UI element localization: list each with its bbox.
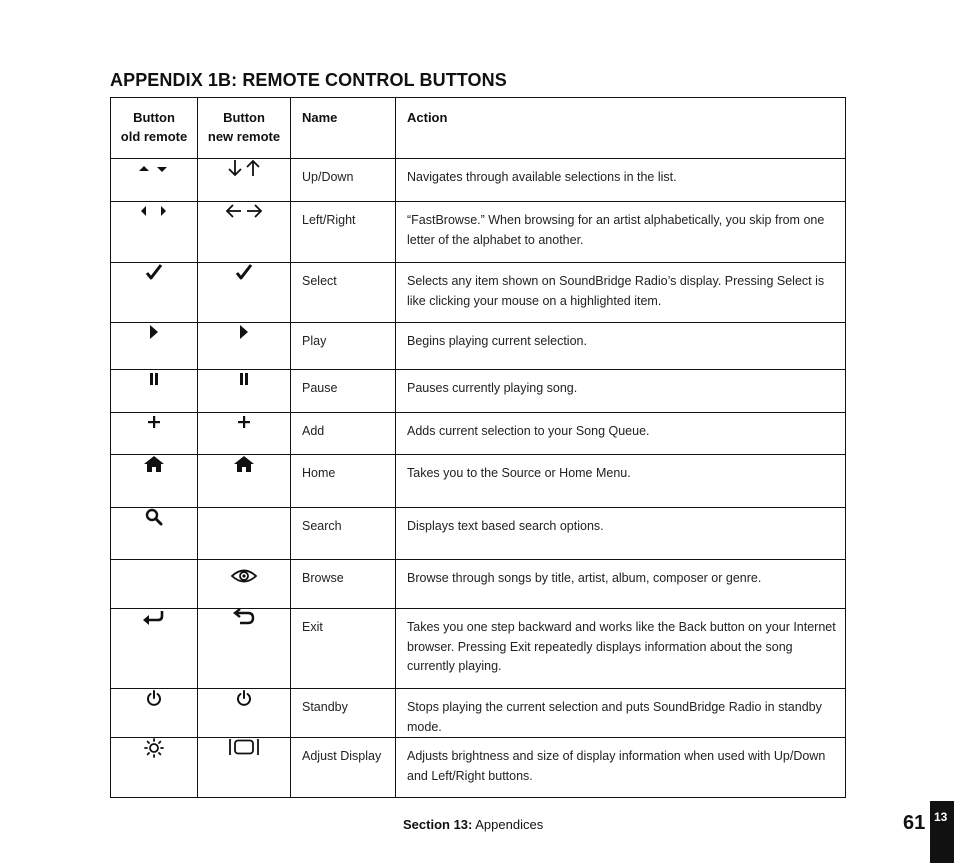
new-remote-cell — [198, 202, 291, 263]
table-row — [111, 455, 846, 508]
row-action: Adds current selection to your Song Queue. — [396, 413, 846, 455]
search-icon — [145, 508, 163, 526]
table-row — [111, 560, 846, 609]
new-remote-cell — [198, 738, 291, 798]
old-remote-cell — [111, 413, 198, 455]
row-name: Home — [291, 455, 396, 508]
table-row — [111, 202, 846, 263]
left-right-arrows-icon — [225, 203, 263, 219]
header-name: Name — [291, 98, 396, 159]
header-action: Action — [396, 98, 846, 159]
old-remote-cell — [111, 689, 198, 738]
new-remote-cell — [198, 560, 291, 609]
table-row — [111, 323, 846, 370]
eye-icon — [230, 568, 258, 584]
row-action: “FastBrowse.” When browsing for an artist alphabetically, you skip from one letter of the alphabet to another. — [396, 202, 846, 263]
row-action: Stops playing the current selection and puts SoundBridge Radio in standby mode. — [396, 689, 846, 738]
back-arrow-icon — [232, 609, 256, 627]
down-up-arrows-icon — [226, 159, 262, 177]
old-remote-cell — [111, 560, 198, 609]
row-action: Selects any item shown on SoundBridge Radio’s display. Pressing Select is like clicking your mouse on a highlighted item. — [396, 263, 846, 323]
pause-icon — [239, 373, 249, 385]
row-name: Up/Down — [291, 159, 396, 202]
table-header-row — [111, 98, 846, 159]
new-remote-cell — [198, 455, 291, 508]
row-action: Begins playing current selection. — [396, 323, 846, 370]
new-remote-cell — [198, 508, 291, 560]
footer-section-label: Section 13: — [403, 817, 473, 832]
row-name: Search — [291, 508, 396, 560]
up-down-triangles-icon — [137, 162, 171, 174]
power-icon — [146, 690, 162, 706]
row-name: Browse — [291, 560, 396, 609]
new-remote-cell — [198, 159, 291, 202]
checkmark-icon — [145, 263, 163, 281]
play-icon — [239, 325, 249, 339]
new-remote-cell — [198, 689, 291, 738]
row-action: Pauses currently playing song. — [396, 370, 846, 413]
row-name: Play — [291, 323, 396, 370]
plus-icon — [238, 416, 250, 428]
old-remote-cell — [111, 202, 198, 263]
table-row — [111, 159, 846, 202]
page-footer — [403, 817, 543, 832]
home-icon — [233, 455, 255, 473]
section-tab — [930, 801, 954, 863]
table-row — [111, 413, 846, 455]
row-action: Displays text based search options. — [396, 508, 846, 560]
page-number: 61 — [903, 812, 926, 834]
new-remote-cell — [198, 263, 291, 323]
table-row — [111, 609, 846, 689]
return-arrow-icon — [142, 609, 166, 627]
row-name: Select — [291, 263, 396, 323]
home-icon — [143, 455, 165, 473]
old-remote-cell — [111, 609, 198, 689]
new-remote-cell — [198, 609, 291, 689]
checkmark-icon — [235, 263, 253, 281]
display-size-icon — [228, 738, 260, 756]
footer-section-name: Appendices — [475, 817, 544, 832]
section-tab-number: 13 — [934, 810, 948, 824]
header-new-remote: Button new remote — [198, 98, 291, 159]
old-remote-cell — [111, 508, 198, 560]
power-icon — [236, 690, 252, 706]
row-action: Takes you one step backward and works like the Back button on your Internet browser. Pressing Exit repeatedly displays information about the song currently playing. — [396, 609, 846, 689]
play-icon — [149, 325, 159, 339]
old-remote-cell — [111, 738, 198, 798]
table-row — [111, 508, 846, 560]
brightness-icon — [144, 738, 164, 758]
old-remote-cell — [111, 370, 198, 413]
page-title: APPENDIX 1B: REMOTE CONTROL BUTTONS — [110, 70, 507, 90]
left-right-triangles-icon — [139, 204, 169, 218]
pause-icon — [149, 373, 159, 385]
old-remote-cell — [111, 455, 198, 508]
row-name: Exit — [291, 609, 396, 689]
row-name: Left/Right — [291, 202, 396, 263]
header-old-remote: Button old remote — [111, 98, 198, 159]
row-name: Pause — [291, 370, 396, 413]
old-remote-cell — [111, 159, 198, 202]
row-name: Standby — [291, 689, 396, 738]
remote-buttons-table — [110, 97, 846, 798]
row-action: Browse through songs by title, artist, album, composer or genre. — [396, 560, 846, 609]
row-action: Takes you to the Source or Home Menu. — [396, 455, 846, 508]
table-row — [111, 689, 846, 738]
table-row — [111, 263, 846, 323]
old-remote-cell — [111, 323, 198, 370]
table-row — [111, 370, 846, 413]
old-remote-cell — [111, 263, 198, 323]
new-remote-cell — [198, 413, 291, 455]
row-action: Adjusts brightness and size of display information when used with Up/Down and Left/Right buttons. — [396, 738, 846, 798]
new-remote-cell — [198, 323, 291, 370]
row-name: Adjust Display — [291, 738, 396, 798]
row-action: Navigates through available selections in the list. — [396, 159, 846, 202]
table-row — [111, 738, 846, 798]
row-name: Add — [291, 413, 396, 455]
plus-icon — [148, 416, 160, 428]
new-remote-cell — [198, 370, 291, 413]
